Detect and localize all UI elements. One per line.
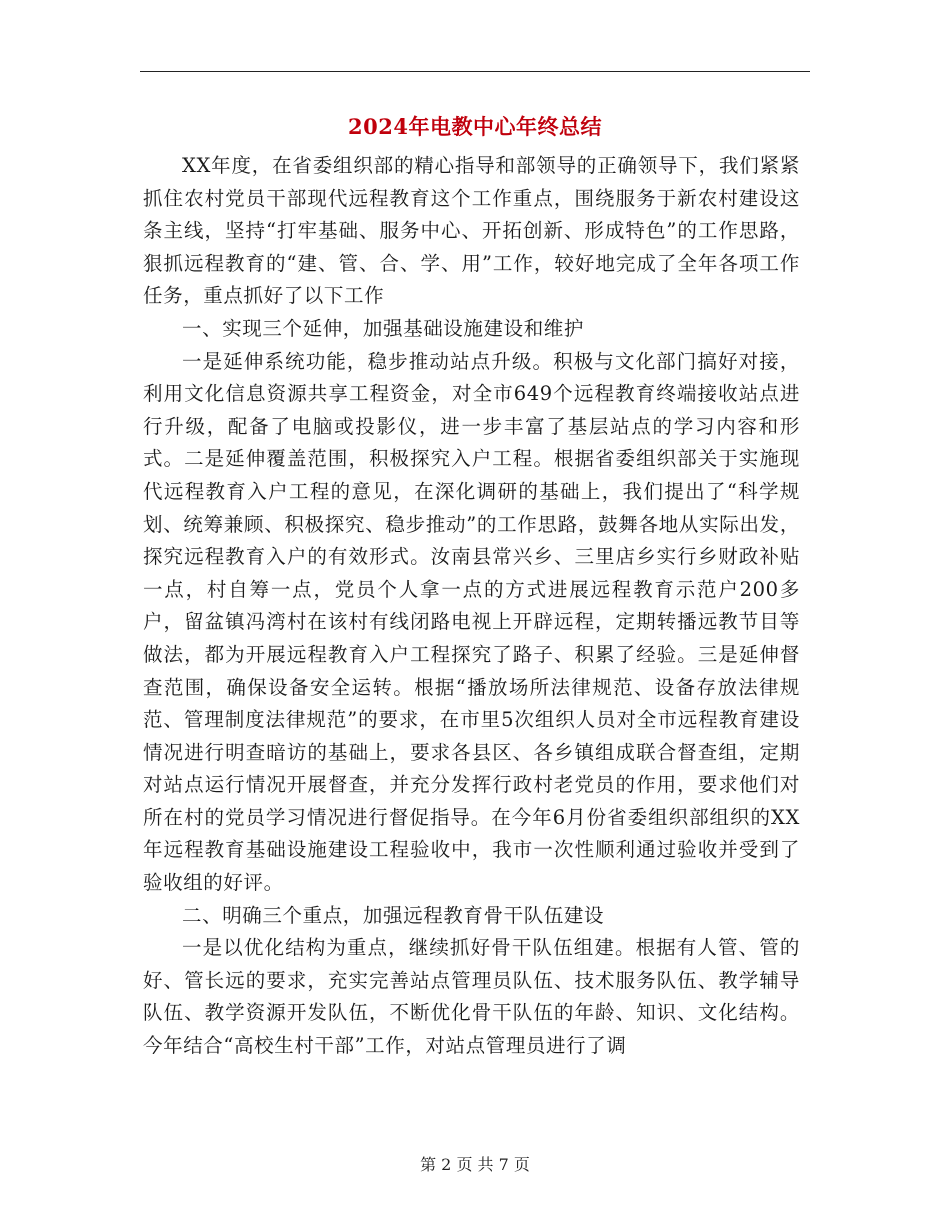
- document-title: 2024年电教中心年终总结: [348, 114, 602, 139]
- header-rule: [140, 71, 810, 72]
- paragraph-section-2: 一是以优化结构为重点，继续抓好骨干队伍组建。根据有人管、管的好、管长远的要求，充实完善站点管理员队伍、技术服务队伍、教学辅导队伍、教学资源开发队伍，不断优化骨干队伍的年龄、知识、文化结构。今年结合“高校生村干部”工作，对站点管理员进行了调: [143, 936, 800, 1058]
- section-heading-2: 二、明确三个重点，加强远程教育骨干队伍建设: [182, 903, 605, 927]
- page-number-footer: 第 2 页 共 7 页: [420, 1155, 530, 1174]
- section-heading-1: 一、实现三个延伸，加强基础设施建设和维护: [182, 316, 585, 340]
- document-body: [143, 150, 800, 1063]
- paragraph-section-1: 一是延伸系统功能，稳步推动站点升级。积极与文化部门搞好对接，利用文化信息资源共享工程资金，对全市649个远程教育终端接收站点进行升级，配备了电脑或投影仪，进一步丰富了基层站点的学习内容和形式。二是延伸覆盖范围，积极探究入户工程。根据省委组织部关于实施现代远程教育入户工程的意见，在深化调研的基础上，我们提出了“科学规划、统筹兼顾、积极探究、稳步推动”的工作思路，鼓舞各地从实际出发，探究远程教育入户的有效形式。汝南县常兴乡、三里店乡实行乡财政补贴一点，村自筹一点，党员个人拿一点的方式进展远程教育示范户200多户，留盆镇冯湾村在该村有线闭路电视上开辟远程，定期转播远教节目等做法，都为开展远程教育入户工程探究了路子、积累了经验。三是延伸督查范围，确保设备安全运转。根据“播放场所法律规范、设备存放法律规范、管理制度法律规范”的要求，在市里5次组织人员对全市远程教育建设情况进行明查暗访的基础上，要求各县区、各乡镇组成联合督查组，定期对站点运行情况开展督查，并充分发挥行政村老党员的作用，要求他们对所在村的党员学习情况进行督促指导。在今年6月份省委组织部组织的XX年远程教育基础设施建设工程验收中，我市一次性顺利通过验收并受到了验收组的好评。: [143, 349, 800, 895]
- paragraph-intro: XX年度，在省委组织部的精心指导和部领导的正确领导下，我们紧紧抓住农村党员干部现代远程教育这个工作重点，围绕服务于新农村建设这条主线，坚持“打牢基础、服务中心、开拓创新、形成特色”的工作思路，狠抓远程教育的“建、管、合、学、用”工作，较好地完成了全年各项工作任务，重点抓好了以下工作: [143, 154, 800, 308]
